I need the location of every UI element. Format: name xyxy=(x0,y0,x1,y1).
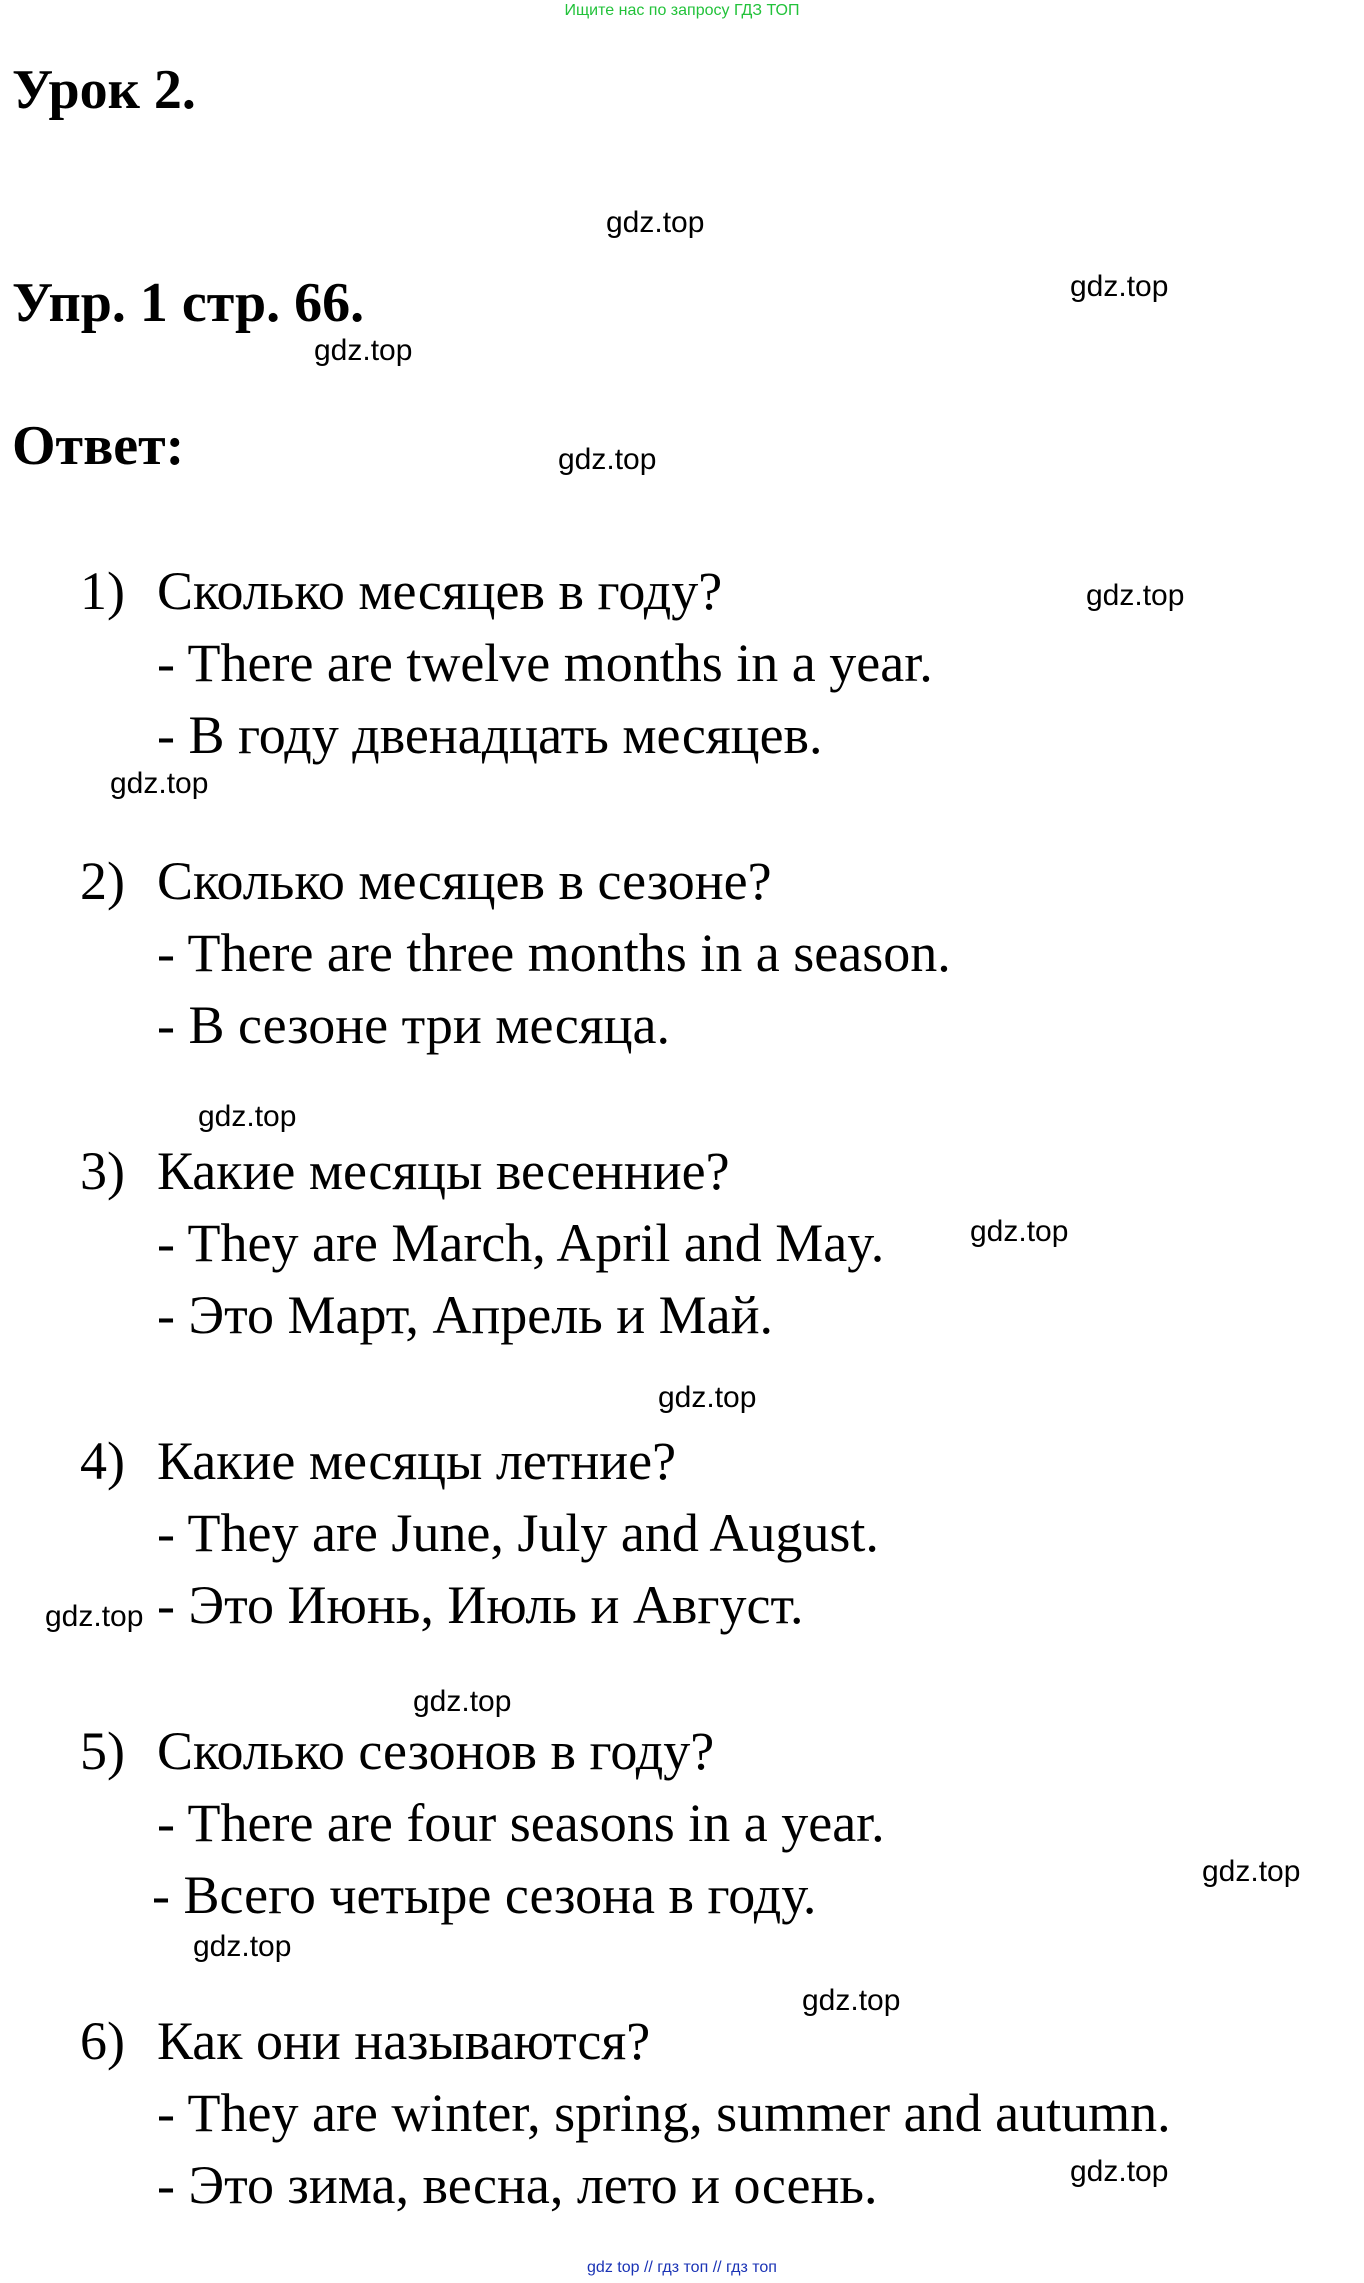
item-question: Сколько месяцев в году? xyxy=(157,561,723,621)
item-number: 4) xyxy=(80,1431,125,1491)
exercise-title: Упр. 1 стр. 66. xyxy=(12,272,365,334)
item-answer-en: - There are three months in a season. xyxy=(157,923,951,983)
watermark: gdz.top xyxy=(802,1984,901,2017)
item-answer-ru: - Это Июнь, Июль и Август. xyxy=(157,1575,804,1635)
item-answer-en: - There are twelve months in a year. xyxy=(157,633,933,693)
item-question: Какие месяцы летние? xyxy=(157,1431,677,1491)
watermark: gdz.top xyxy=(314,334,413,367)
watermark: gdz.top xyxy=(558,443,657,476)
watermark: gdz.top xyxy=(198,1100,297,1133)
lesson-title: Урок 2. xyxy=(12,59,196,121)
item-question: Сколько сезонов в году? xyxy=(157,1721,715,1781)
item-number: 6) xyxy=(80,2011,125,2071)
item-number: 3) xyxy=(80,1141,125,1201)
watermark: gdz.top xyxy=(970,1215,1069,1248)
item-number: 5) xyxy=(80,1721,125,1781)
item-answer-en: - They are winter, spring, summer and autumn. xyxy=(157,2083,1171,2143)
item-answer-ru: - Всего четыре сезона в году. xyxy=(152,1865,817,1925)
item-answer-ru: - В году двенадцать месяцев. xyxy=(157,705,823,765)
item-question: Какие месяцы весенние? xyxy=(157,1141,730,1201)
watermark: gdz.top xyxy=(110,767,209,800)
watermark: gdz.top xyxy=(1070,2155,1169,2188)
watermark: gdz.top xyxy=(1070,270,1169,303)
item-answer-en: - There are four seasons in a year. xyxy=(157,1793,885,1853)
watermark: gdz.top xyxy=(413,1685,512,1718)
item-question: Как они называются? xyxy=(157,2011,651,2071)
item-answer-en: - They are June, July and August. xyxy=(157,1503,879,1563)
item-answer-en: - They are March, April and May. xyxy=(157,1213,885,1273)
top-banner: Ищите нас по запросу ГДЗ ТОП xyxy=(564,2,800,19)
item-number: 2) xyxy=(80,851,125,911)
answer-label: Ответ: xyxy=(12,415,185,477)
item-answer-ru: - В сезоне три месяца. xyxy=(157,995,670,1055)
item-answer-ru: - Это Март, Апрель и Май. xyxy=(157,1285,774,1345)
watermark: gdz.top xyxy=(45,1600,144,1633)
item-answer-ru: - Это зима, весна, лето и осень. xyxy=(157,2155,878,2215)
bottom-banner: gdz top // гдз топ // гдз топ xyxy=(587,2259,777,2276)
item-number: 1) xyxy=(80,561,125,621)
item-question: Сколько месяцев в сезоне? xyxy=(157,851,772,911)
watermark: gdz.top xyxy=(606,206,705,239)
watermark: gdz.top xyxy=(1086,579,1185,612)
watermark: gdz.top xyxy=(193,1930,292,1963)
watermark: gdz.top xyxy=(658,1381,757,1414)
watermark: gdz.top xyxy=(1202,1855,1301,1888)
